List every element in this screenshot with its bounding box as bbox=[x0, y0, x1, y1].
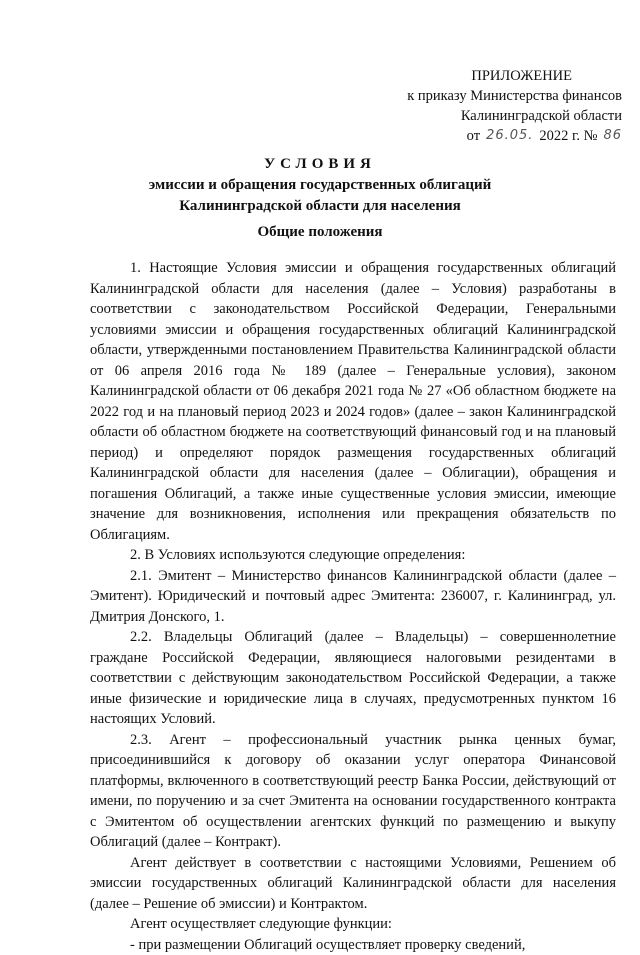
appendix-region: Калининградской области bbox=[407, 106, 622, 126]
paragraph: 2.1. Эмитент – Министерство финансов Калининградской области (далее – Эмитент). Юридический и почтовый адрес Эмитента: 236007, г. Калининград, ул. Дмитрия Донского, 1. bbox=[90, 566, 616, 628]
appendix-order-ref: к приказу Министерства финансов bbox=[407, 86, 622, 106]
title-line-2: эмиссии и обращения государственных облигаций bbox=[0, 175, 640, 196]
paragraph: Агент осуществляет следующие функции: bbox=[90, 914, 616, 935]
paragraph: 2. В Условиях используются следующие определения: bbox=[90, 545, 616, 566]
appendix-title: ПРИЛОЖЕНИЕ bbox=[407, 66, 622, 86]
document-body bbox=[90, 258, 616, 955]
paragraph: - при размещении Облигаций осуществляет проверку сведений, bbox=[90, 935, 616, 955]
paragraph: Агент действует в соответствии с настоящими Условиями, Решением об эмиссии государственных облигаций Калининградской области для населения (далее – Решение об эмиссии) и Контрактом. bbox=[90, 853, 616, 915]
paragraph: 2.2. Владельцы Облигаций (далее – Владельцы) – совершеннолетние граждане Российской Федерации, являющиеся налоговыми резидентами в соответствии с действующим законодательством Российской Федерации, а также иные физические и юридические лица в случаях, предусмотренных пунктом 16 настоящих Условий. bbox=[90, 627, 616, 730]
title-main: УСЛОВИЯ bbox=[0, 154, 640, 175]
appendix-header bbox=[407, 66, 622, 146]
paragraph: 2.3. Агент – профессиональный участник рынка ценных бумаг, присоединившийся к договору об оказании услуг оператора Финансовой платформы, включенного в соответствующий реестр Банка России, действующий от имени, по поручению и за счет Эмитента на основании государственного контракта с Эмитентом об осуществлении агентских функций по размещению и выкупу Облигаций (далее – Контракт). bbox=[90, 730, 616, 853]
date-prefix: от bbox=[467, 126, 480, 146]
document-title bbox=[0, 154, 640, 217]
title-line-3: Калининградской области для населения bbox=[0, 196, 640, 217]
handwritten-date: 26.05. bbox=[486, 126, 533, 146]
paragraph: 1. Настоящие Условия эмиссии и обращения государственных облигаций Калининградской области для населения (далее – Условия) разработаны в соответствии с законодательством Российской Федерации, Генеральными условиями эмиссии и обращения государственных облигаций Калининградской области, утвержденными постановлением Правительства Калининградской области от 06 апреля 2016 года № 189 (далее – Генеральные условия), законом Калининградской области от 06 декабря 2021 года № 27 «Об областном бюджете на 2022 год и на плановый период 2023 и 2024 годов» (далее – закон Калининградской области об областном бюджете на соответствующий финансовый год и на плановый период) и определяют порядок размещения государственных облигаций Калининградской области для населения (далее – Облигации), обращения и погашения Облигаций, а также иные существенные условия эмиссии, имеющие значение для возникновения, исполнения или прекращения обязательств по Облигациям. bbox=[90, 258, 616, 545]
handwritten-number: 86 bbox=[603, 126, 622, 146]
appendix-date-line bbox=[407, 126, 622, 146]
section-heading: Общие положения bbox=[0, 224, 640, 241]
date-year: 2022 г. № bbox=[539, 126, 597, 146]
